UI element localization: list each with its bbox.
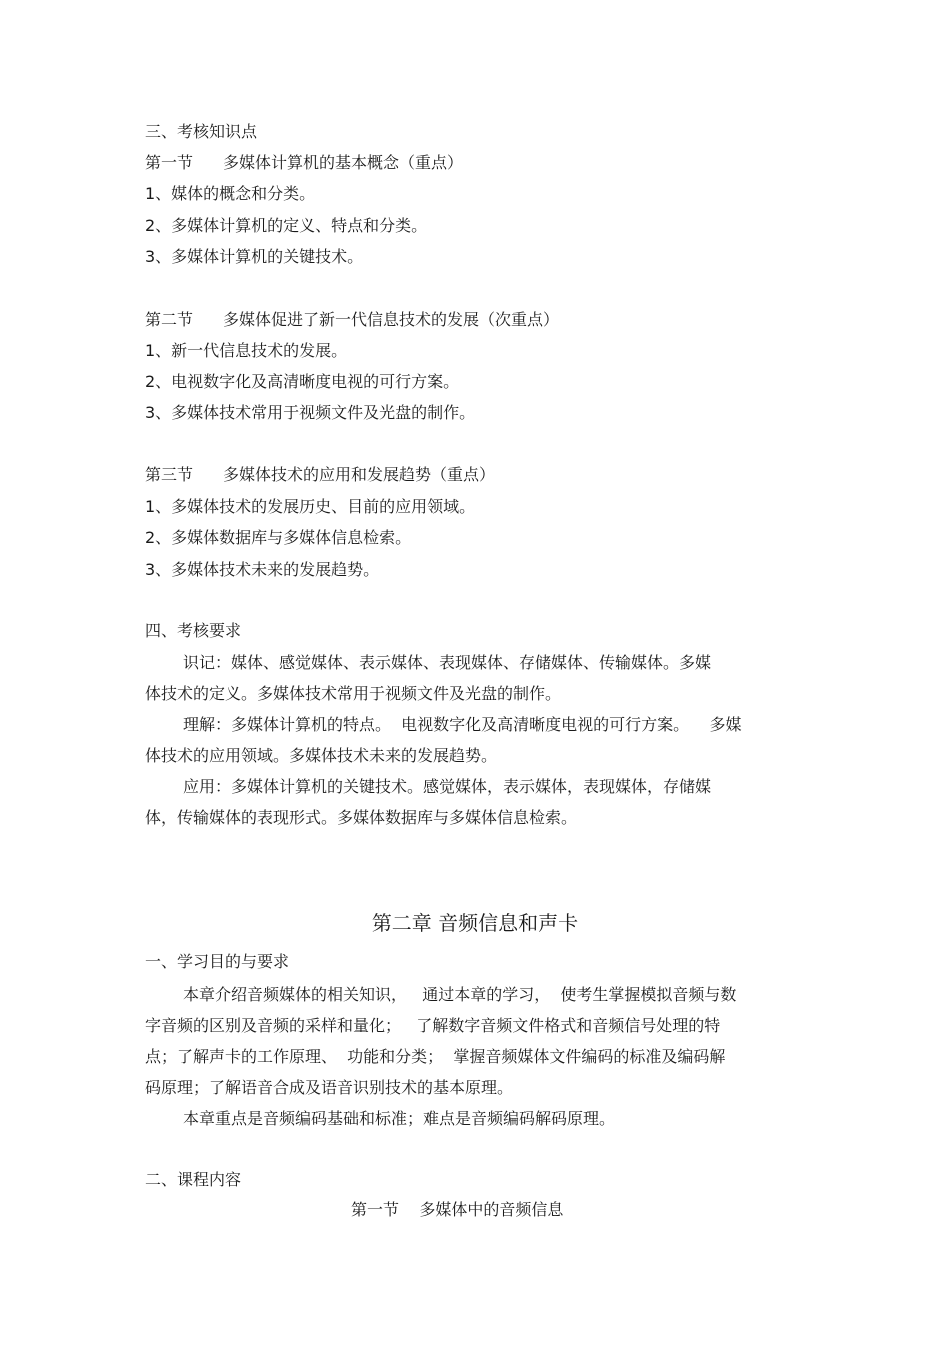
paragraph-line: 点；了解声卡的工作原理、 功能和分类； 掌握音频媒体文件编码的标准及编码解 <box>145 1047 726 1066</box>
section-title-centered: 第一节 多媒体中的音频信息 <box>351 1200 564 1219</box>
list-item: 1、媒体的概念和分类。 <box>145 184 316 203</box>
paragraph-line: 体技术的定义。多媒体技术常用于视频文件及光盘的制作。 <box>145 684 562 703</box>
subsection-1-heading <box>145 153 463 173</box>
subsection-title: 多媒体技术的应用和发展趋势（重点） <box>223 465 496 484</box>
subsection-3-heading <box>145 465 495 485</box>
list-item: 3、多媒体技术常用于视频文件及光盘的制作。 <box>145 403 476 422</box>
subsection-title: 多媒体促进了新一代信息技术的发展（次重点） <box>223 310 560 329</box>
subsection-label: 第二节 <box>145 310 194 329</box>
paragraph-line: 应用：多媒体计算机的关键技术。感觉媒体，表示媒体，表现媒体，存储媒 <box>183 777 712 796</box>
paragraph-line: 码原理；了解语音合成及语音识别技术的基本原理。 <box>145 1078 514 1097</box>
list-item: 3、多媒体技术未来的发展趋势。 <box>145 560 380 579</box>
list-item: 2、多媒体计算机的定义、特点和分类。 <box>145 216 428 235</box>
paragraph-line: 识记：媒体、感觉媒体、表示媒体、表现媒体、存储媒体、传输媒体。多媒 <box>183 653 712 672</box>
section-heading-3: 三、考核知识点 <box>145 122 258 141</box>
paragraph-line: 字音频的区别及音频的采样和量化； 了解数字音频文件格式和音频信号处理的特 <box>145 1016 721 1035</box>
subsection-label: 第一节 <box>145 153 194 172</box>
goal-heading: 一、学习目的与要求 <box>145 952 290 971</box>
content-heading: 二、课程内容 <box>145 1170 242 1189</box>
section-heading-4: 四、考核要求 <box>145 621 242 640</box>
paragraph-line: 本章重点是音频编码基础和标准；难点是音频编码解码原理。 <box>183 1109 616 1128</box>
list-item: 2、电视数字化及高清晰度电视的可行方案。 <box>145 372 460 391</box>
chapter-title: 第二章 音频信息和声卡 <box>371 911 579 935</box>
paragraph-line: 体，传输媒体的表现形式。多媒体数据库与多媒体信息检索。 <box>145 808 578 827</box>
paragraph-line: 体技术的应用领域。多媒体技术未来的发展趋势。 <box>145 746 498 765</box>
list-item: 1、多媒体技术的发展历史、目前的应用领域。 <box>145 497 476 516</box>
paragraph-line: 理解：多媒体计算机的特点。 电视数字化及高清晰度电视的可行方案。 多媒 <box>183 715 742 734</box>
list-item: 3、多媒体计算机的关键技术。 <box>145 247 364 266</box>
subsection-label: 第三节 <box>145 465 194 484</box>
paragraph-line: 本章介绍音频媒体的相关知识， 通过本章的学习， 使考生掌握模拟音频与数 <box>183 985 737 1004</box>
list-item: 1、新一代信息技术的发展。 <box>145 341 348 360</box>
subsection-2-heading <box>145 310 559 330</box>
subsection-title: 多媒体计算机的基本概念（重点） <box>223 153 464 172</box>
list-item: 2、多媒体数据库与多媒体信息检索。 <box>145 528 412 547</box>
